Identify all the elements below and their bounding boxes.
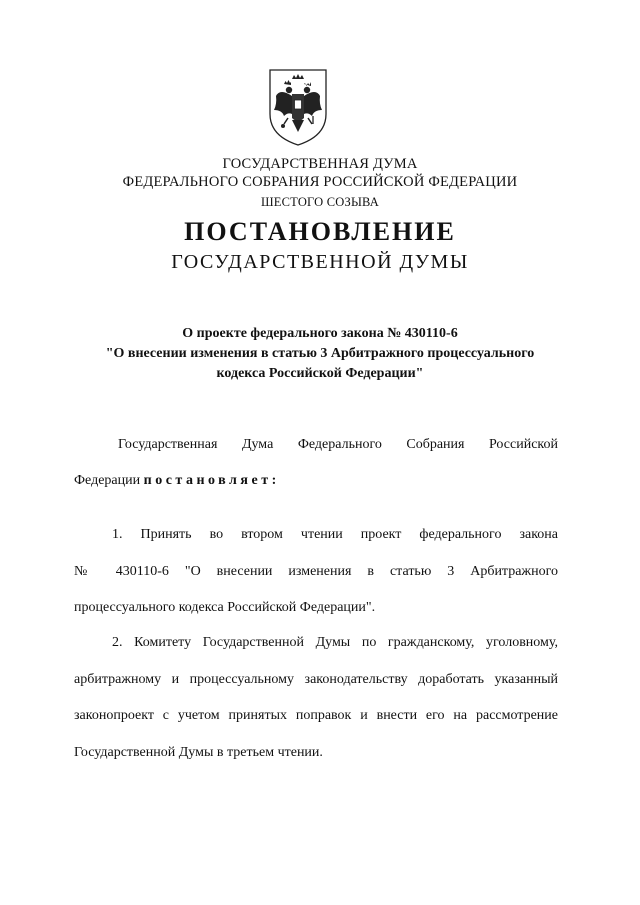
item2-line4: Государственной Думы в третьем чтении. [74,745,323,760]
subject-line1: О проекте федерального закона № 430110-6 [182,326,458,341]
item2-line2: арбитражному и процессуальному законодательству доработать указанный [74,672,558,687]
preamble-prefix: Федерации [74,473,144,488]
item1-line2: № 430110-6 "О внесении изменения в статью 3 Арбитражного [74,564,558,579]
preamble-line1: Государственная Дума Федерального Собрания Российской [118,437,558,452]
item2-line3: законопроект с учетом принятых поправок и внести его на рассмотрение [74,708,558,723]
document-issuer-subtitle: ГОСУДАРСТВЕННОЙ ДУМЫ [171,251,469,273]
item1-line1: 1. Принять во втором чтении проект федерального закона [112,527,558,542]
preamble-line2 [74,471,558,491]
document-type-title: ПОСТАНОВЛЕНИЕ [184,217,456,246]
coat-of-arms-emblem [262,66,334,148]
subject-line3: кодекса Российской Федерации" [216,366,424,381]
item1-line3: процессуального кодекса Российской Федерации". [74,600,376,615]
resolves-verb: постановляет: [143,473,280,488]
convocation-line: ШЕСТОГО СОЗЫВА [260,195,380,209]
subject-line2: "О внесении изменения в статью 3 Арбитражного процессуального [105,346,535,361]
item2-line1: 2. Комитету Государственной Думы по гражданскому, уголовному, [112,635,558,650]
org-name-line2: ФЕДЕРАЛЬНОГО СОБРАНИЯ РОССИЙСКОЙ ФЕДЕРАЦИИ [122,174,518,190]
org-name-line1: ГОСУДАРСТВЕННАЯ ДУМА [222,156,418,172]
